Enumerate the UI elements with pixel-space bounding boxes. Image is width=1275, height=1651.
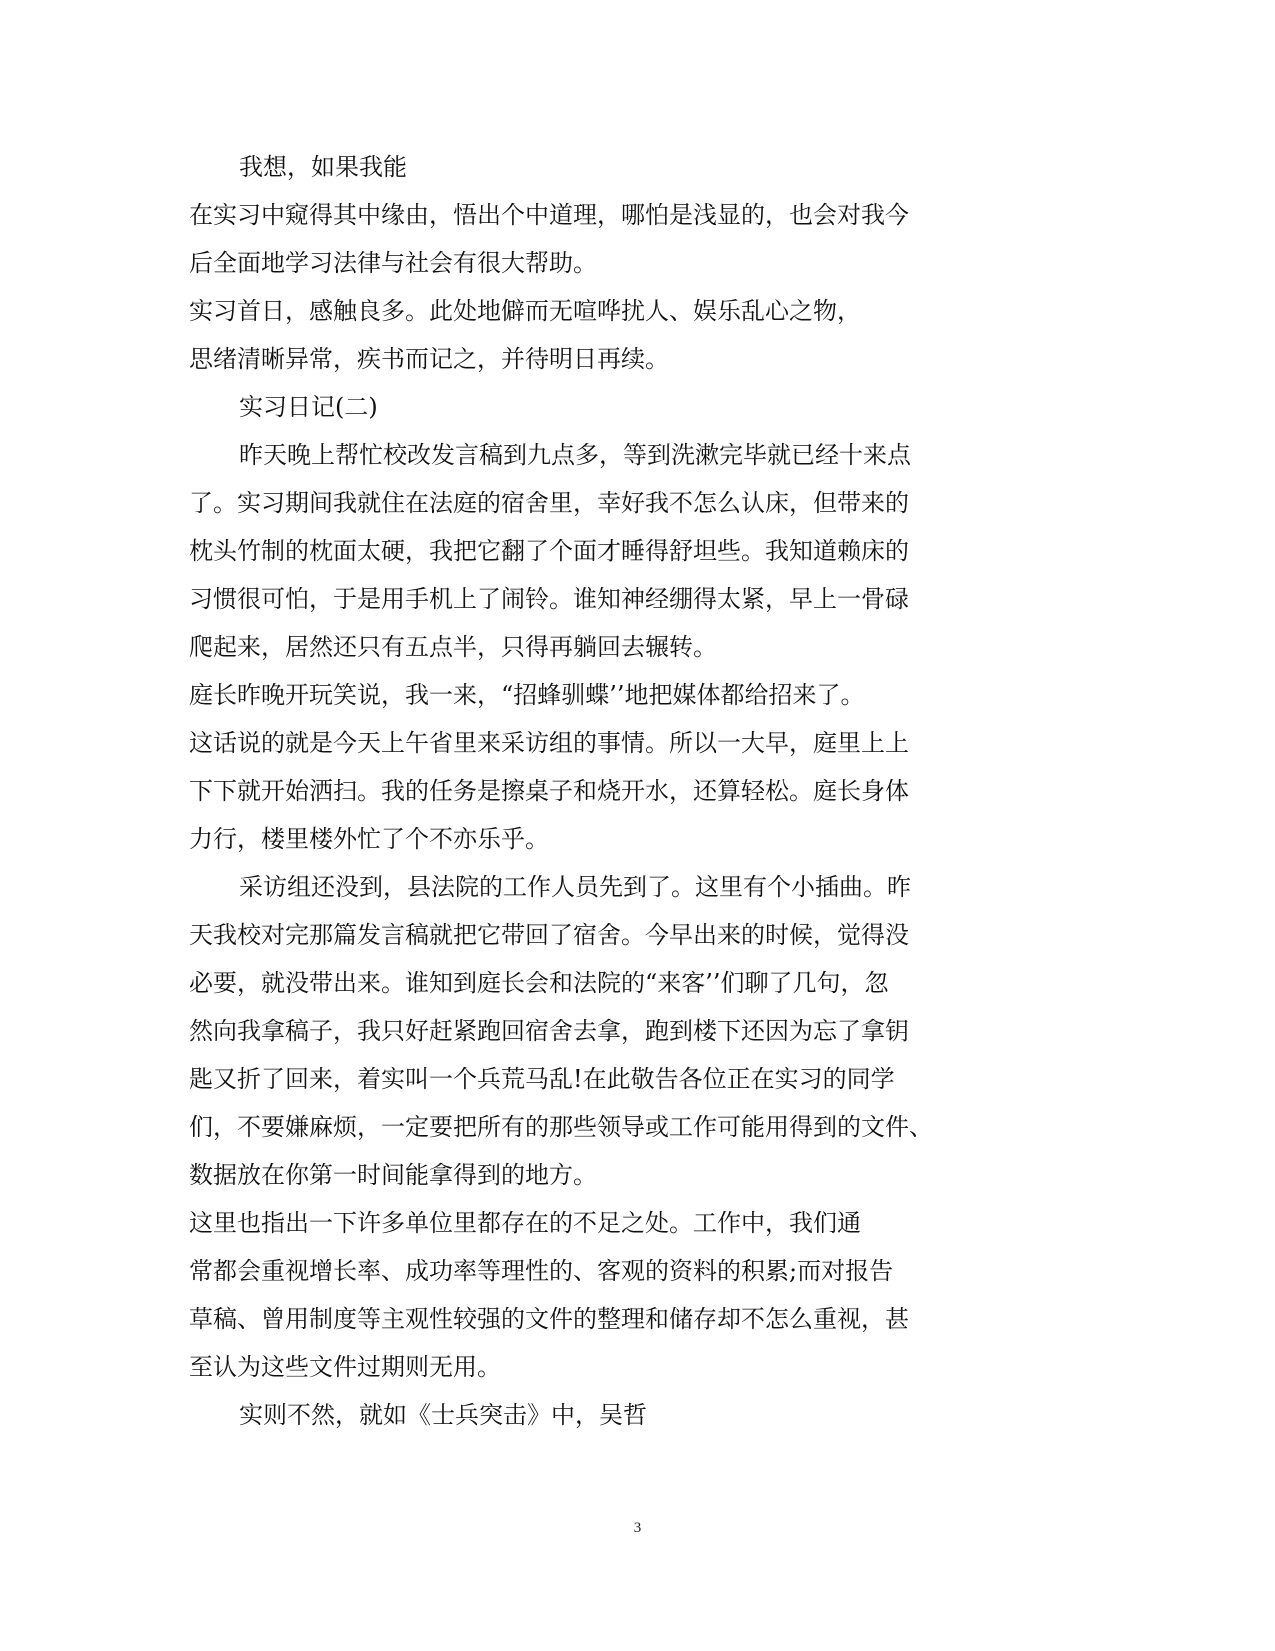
page-number: 3 <box>633 1520 642 1536</box>
text-line: 力行，楼里楼外忙了个不亦乐乎。 <box>189 825 549 853</box>
text-line: 天我校对完那篇发言稿就把它带回了宿舍。今早出来的时候，觉得没 <box>189 921 909 949</box>
text-line: 习惯很可怕，于是用手机上了闹铃。谁知神经绷得太紧，早上一骨碌 <box>189 585 909 613</box>
text-line: 我想，如果我能 <box>239 153 407 181</box>
text-line: 必要，就没带出来。谁知到庭长会和法院的“来客’’们聊了几句，忽 <box>189 969 889 997</box>
text-line: 实习首日，感触良多。此处地僻而无喧哗扰人、娱乐乱心之物， <box>189 297 861 325</box>
text-line: 爬起来，居然还只有五点半，只得再躺回去辗转。 <box>189 633 717 661</box>
text-line: 庭长昨晚开玩笑说，我一来，“招蜂驯蝶’’地把媒体都给招来了。 <box>189 681 865 709</box>
text-line: 枕头竹制的枕面太硬，我把它翻了个面才睡得舒坦些。我知道赖床的 <box>189 537 909 565</box>
text-line: 匙又折了回来，着实叫一个兵荒马乱!在此敬告各位正在实习的同学 <box>189 1065 895 1093</box>
text-line: 然向我拿稿子，我只好赶紧跑回宿舍去拿，跑到楼下还因为忘了拿钥 <box>189 1017 909 1045</box>
text-line: 至认为这些文件过期则无用。 <box>189 1353 501 1381</box>
text-line: 实则不然，就如《士兵突击》中，吴哲 <box>239 1401 647 1429</box>
section-heading: 实习日记(二) <box>239 393 378 421</box>
text-line: 下下就开始洒扫。我的任务是擦桌子和烧开水，还算轻松。庭长身体 <box>189 777 909 805</box>
text-line: 数据放在你第一时间能拿得到的地方。 <box>189 1161 597 1189</box>
text-line: 后全面地学习法律与社会有很大帮助。 <box>189 249 597 277</box>
text-line: 了。实习期间我就住在法庭的宿舍里，幸好我不怎么认床，但带来的 <box>189 489 909 517</box>
text-line: 昨天晚上帮忙校改发言稿到九点多，等到洗漱完毕就已经十来点 <box>239 441 911 469</box>
text-line: 这里也指出一下许多单位里都存在的不足之处。工作中，我们通 <box>189 1209 861 1237</box>
text-line: 们，不要嫌麻烦，一定要把所有的那些领导或工作可能用得到的文件、 <box>189 1113 933 1141</box>
text-line: 在实习中窥得其中缘由，悟出个中道理，哪怕是浅显的，也会对我今 <box>189 201 909 229</box>
text-line: 思绪清晰异常，疾书而记之，并待明日再续。 <box>189 345 669 373</box>
text-line: 草稿、曾用制度等主观性较强的文件的整理和储存却不怎么重视，甚 <box>189 1305 909 1333</box>
text-line: 采访组还没到，县法院的工作人员先到了。这里有个小插曲。昨 <box>239 873 911 901</box>
text-line: 这话说的就是今天上午省里来采访组的事情。所以一大早，庭里上上 <box>189 729 909 757</box>
text-line: 常都会重视增长率、成功率等理性的、客观的资料的积累;而对报告 <box>189 1257 894 1285</box>
